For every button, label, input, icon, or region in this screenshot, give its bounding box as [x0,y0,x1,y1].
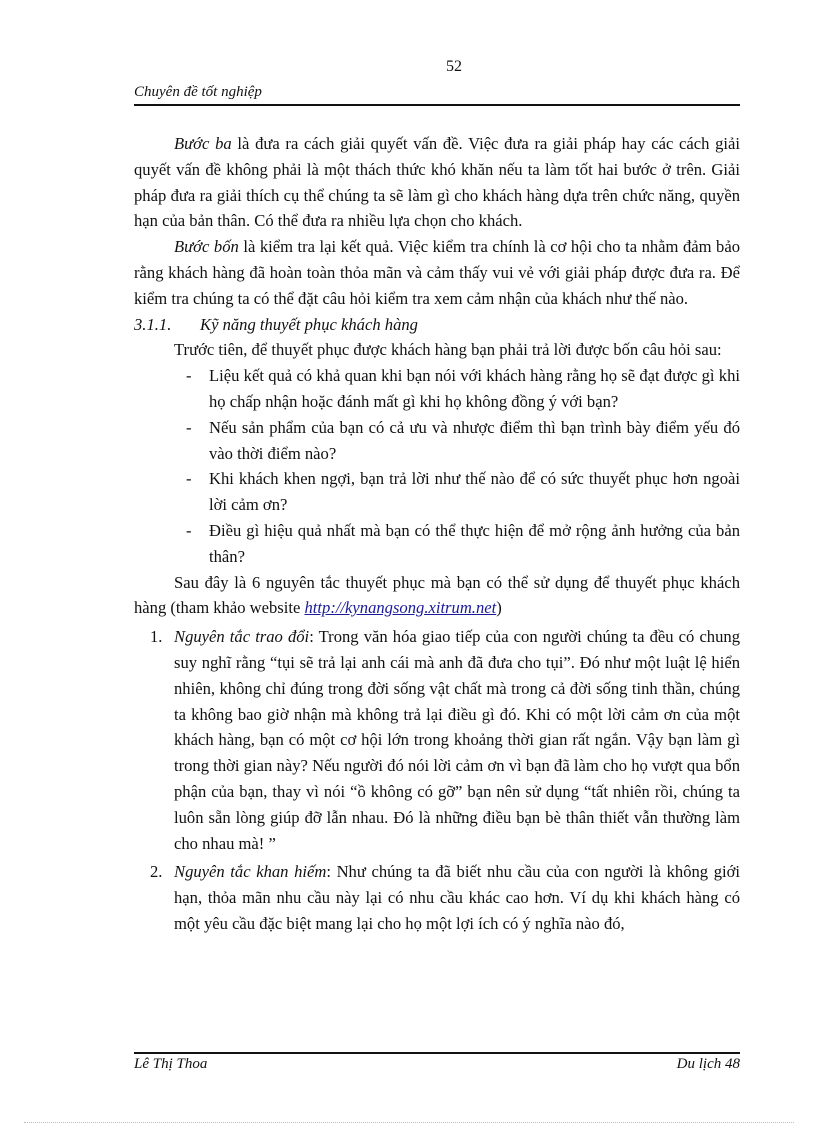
section-number: 3.1.1. [134,314,172,334]
principles-intro-text: Sau đây là 6 nguyên tắc thuyết phục mà bạn có thể sử dụng để thuyết phục khách hàng (tham khảo website [134,572,740,618]
principle-title: Nguyên tắc trao đổi [174,627,310,647]
principles-intro-close: ) [496,598,502,618]
dash-bullet: - [186,520,192,540]
paragraph-step-three [134,131,740,234]
header-title: Chuyên đề tốt nghiệp [134,84,262,100]
step-three-lead: Bước ba [174,134,232,153]
section-title: Kỹ năng thuyết phục khách hàng [200,314,418,334]
header-divider [134,104,740,106]
principle-text: : Trong văn hóa giao tiếp của con người chúng ta đều có chung suy nghĩ rằng “tụi sẽ trả lại anh cái mà anh đã đưa cho tụi”. Đó như một luật lệ hiển nhiên, không chỉ đúng trong đời sống vật chất mà trong cả đời sống tinh thần, chúng ta không bao giờ nhận mà không trả lại điều gì đó. Khi có một lời cảm ơn của một khách hàng, bạn có một cơ hội lớn trong khoảng thời gian rất ngắn. Vậy bạn làm gì trong thời gian này? Nếu người đó nói lời cảm ơn vì bạn đã làm cho họ vượt qua bổn phận của bạn, thay vì nói “ồ không có gỡ” bạn nên sử dụng “tất nhiên rồi, chúng ta luôn sẵn lòng giúp đỡ lẫn nhau. Đó là những điều bạn bè thân thiết vẫn thường làm cho nhau mà! ” [174,627,740,853]
dash-bullet: - [186,469,192,489]
section-heading [134,312,740,338]
question-item [134,415,740,467]
principle-title: Nguyên tắc khan hiếm [174,862,327,882]
footer-divider [134,1052,740,1054]
page-number: 52 [446,58,462,75]
paragraph-step-four [134,234,740,311]
dash-bullet: - [186,417,192,437]
footer-author: Lê Thị Thoa [134,1056,208,1072]
dash-bullet: - [186,366,192,386]
question-text: Điều gì hiệu quả nhất mà bạn có thể thực hiện để mở rộng ảnh hưởng của bản thân? [209,520,740,566]
footer-class: Du lịch 48 [676,1056,740,1072]
question-item [134,466,740,518]
footer [134,1056,740,1073]
principle-item-exchange [134,624,740,856]
intro-paragraph: Trước tiên, để thuyết phục được khách hàng bạn phải trả lời được bốn câu hỏi sau: [174,340,722,360]
principles-intro [134,570,740,622]
question-text: Liệu kết quả có khả quan khi bạn nói với khách hàng rằng họ sẽ đạt được gì khi họ chấp nhận hoặc đánh mất gì khi họ không đồng ý với bạn? [209,366,740,411]
question-text: Nếu sản phẩm của bạn có cả ưu và nhược điểm thì bạn trình bày điểm yếu đó vào thời điểm nào? [209,417,740,463]
document-body [134,131,740,937]
step-three-text: là đưa ra cách giải quyết vấn đề. Việc đưa ra giải pháp hay các cách giải quyết vấn đề không phải là một thách thức khó khăn nếu ta làm tốt hai bước ở trên. Giải pháp đưa ra giải thích cụ thể chúng ta sẽ làm gì cho khách hàng dựa trên chức năng, quyền hạn của bản thân. Có thể đưa ra nhiều lựa chọn cho khách. [134,134,740,231]
principle-number: 2. [150,862,163,882]
principle-number: 1. [150,627,163,647]
principle-text: : Như chúng ta đã biết nhu cầu của con người là không giới hạn, thỏa mãn nhu cầu này lại có nhu cầu khác cao hơn. Ví dụ khi khách hàng có một yêu cầu đặc biệt mang lại cho họ một lợi ích có ý nghĩa nào đó, [174,862,741,933]
question-item [134,518,740,570]
question-item [134,363,740,415]
reference-link[interactable]: http://kynangsong.xitrum.net [304,598,497,618]
question-text: Khi khách khen ngợi, bạn trả lời như thế nào để có sức thuyết phục hơn ngoài lời cảm ơn? [209,469,740,515]
step-four-text: là kiểm tra lại kết quả. Việc kiểm tra chính là cơ hội cho ta nhằm đảm bảo rằng khách hàng đã hoàn toàn thỏa mãn và cảm thấy vui vẻ với giải pháp được đưa ra. Để kiểm tra chúng ta có thể đặt câu hỏi kiểm tra xem cảm nhận của khách như thế nào. [134,237,741,308]
step-four-lead: Bước bốn [174,237,239,257]
principle-item-scarcity [134,859,740,936]
